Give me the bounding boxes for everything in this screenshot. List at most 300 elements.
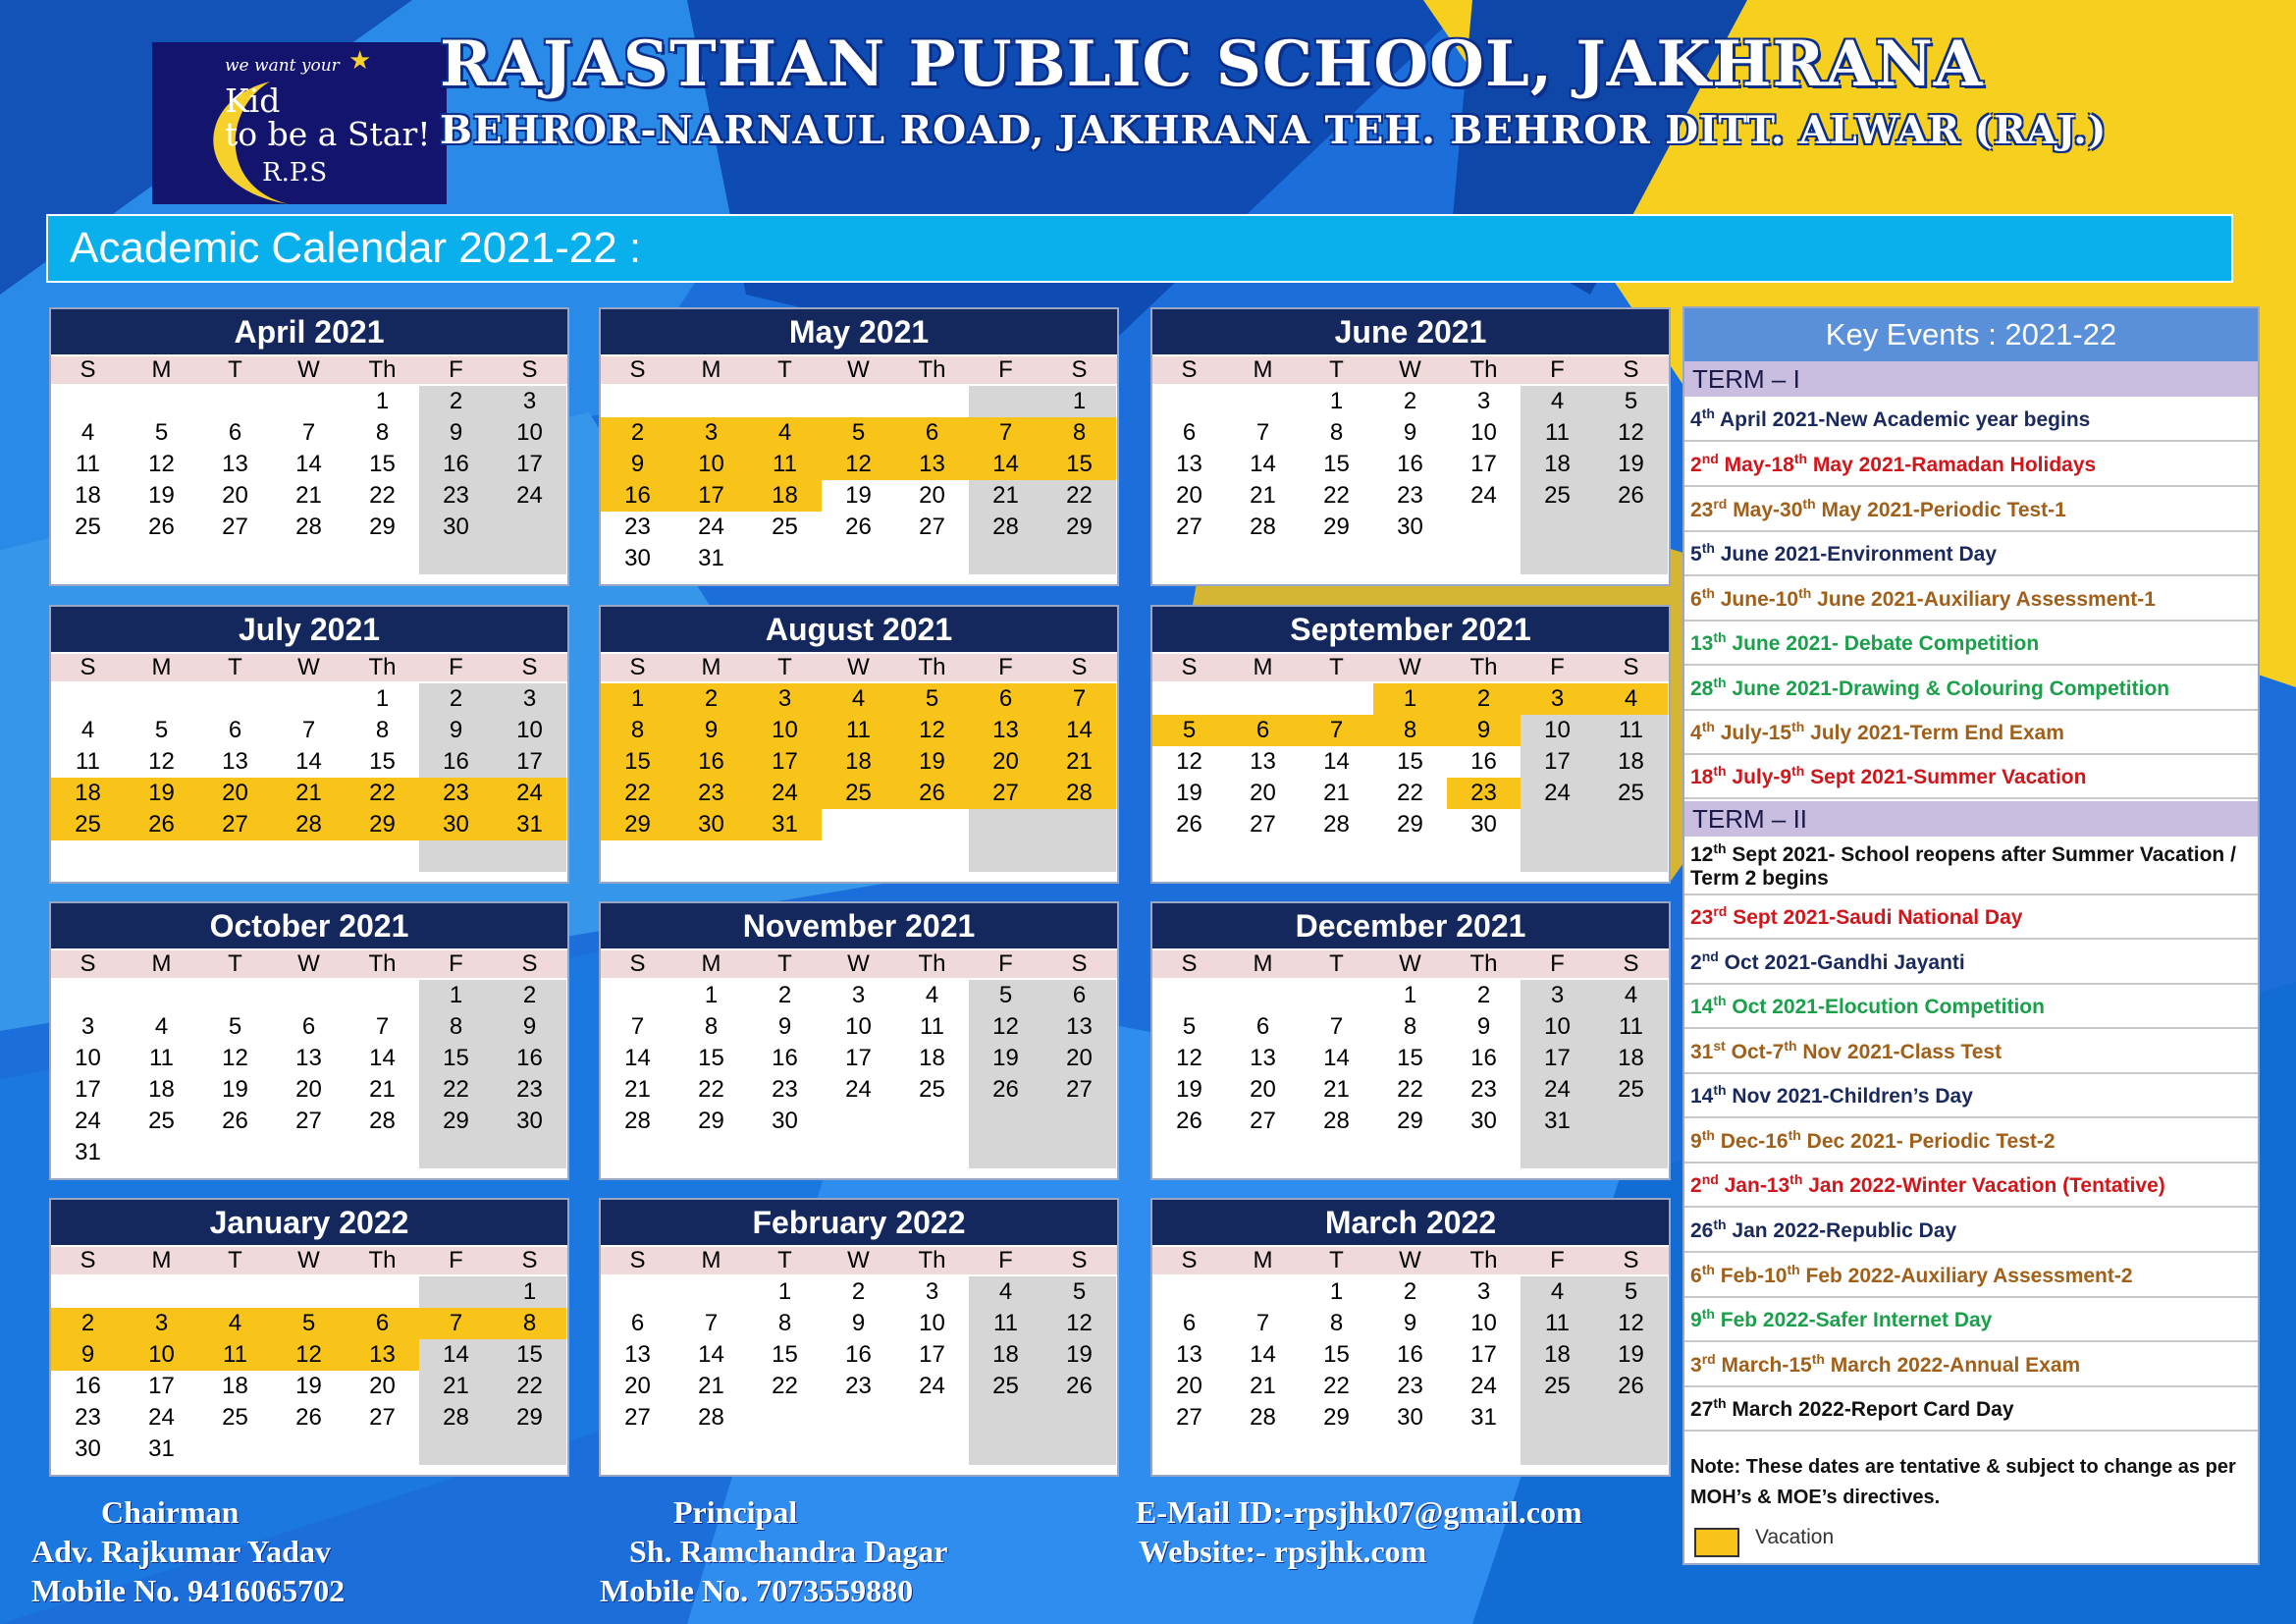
empty-day	[1594, 1137, 1668, 1168]
calendar-day: 17	[845, 1045, 872, 1071]
calendar-day: 20	[624, 1373, 651, 1399]
calendar-day: 26	[1042, 1371, 1116, 1402]
calendar-day: 19	[1176, 1076, 1202, 1103]
month-days-grid	[1152, 652, 1669, 882]
month-card	[49, 1198, 569, 1477]
empty-day	[748, 1137, 822, 1168]
calendar-day: 29	[1397, 1108, 1423, 1134]
calendar-day: 3	[851, 982, 866, 1008]
calendar-day: 11	[920, 1013, 944, 1040]
key-event-text: 26th Jan 2022-Republic Day	[1690, 1216, 1957, 1242]
key-event	[1684, 666, 2258, 711]
calendar-day: 16	[845, 1341, 872, 1368]
calendar-day: 30	[772, 1108, 798, 1134]
empty-day	[748, 543, 822, 574]
calendar-day: 30	[419, 512, 493, 543]
vacation-day: 16	[674, 746, 748, 778]
key-event	[1684, 1164, 2258, 1208]
weekday-label: F	[419, 654, 493, 681]
empty-day	[822, 1402, 895, 1434]
calendar-day: 23	[1470, 1076, 1497, 1103]
empty-day	[272, 386, 346, 417]
calendar-day: 30	[493, 1106, 566, 1137]
calendar-day: 11	[969, 1308, 1042, 1339]
calendar-day: 21	[624, 1076, 651, 1103]
calendar-day: 22	[1323, 1373, 1350, 1399]
calendar-day: 4	[1521, 386, 1594, 417]
calendar-day: 16	[1397, 451, 1423, 477]
calendar-day: 17	[1470, 451, 1497, 477]
weekday-label: S	[1181, 1247, 1198, 1273]
weekday-label: T	[777, 950, 792, 977]
calendar-day: 29	[1323, 514, 1350, 540]
calendar-day: 10	[845, 1013, 872, 1040]
calendar-day: 7	[301, 717, 316, 743]
empty-day	[1226, 980, 1300, 1011]
calendar-day: 28	[624, 1108, 651, 1134]
vacation-day: 4	[198, 1308, 272, 1339]
calendar-day: 30	[1470, 811, 1497, 838]
vacation-day: 3	[748, 683, 822, 715]
weekday-label: W	[297, 1247, 320, 1273]
empty-day	[748, 1402, 822, 1434]
calendar-day: 14	[1250, 1341, 1276, 1368]
calendar-day: 9	[419, 417, 493, 449]
calendar-day: 23	[493, 1074, 566, 1106]
calendar-day: 21	[419, 1371, 493, 1402]
weekday-label: T	[777, 356, 792, 383]
logo-rps: R.P.S	[262, 158, 328, 188]
calendar-day: 28	[1323, 1108, 1350, 1134]
calendar-day: 5	[154, 717, 169, 743]
calendar-day: 29	[493, 1402, 566, 1434]
empty-day	[895, 1137, 969, 1168]
calendar-day: 28	[698, 1404, 724, 1431]
weekday-label: S	[1042, 1247, 1116, 1274]
weekday-label: W	[1399, 1247, 1421, 1273]
calendar-day: 8	[375, 419, 390, 446]
weekday-label: Th	[1469, 950, 1498, 977]
calendar-day: 27	[919, 514, 945, 540]
calendar-day: 4	[154, 1013, 169, 1040]
empty-day	[1042, 543, 1116, 574]
empty-day	[895, 1402, 969, 1434]
calendar-day: 28	[419, 1402, 493, 1434]
calendar-day: 3	[493, 386, 566, 417]
empty-day	[125, 1137, 198, 1168]
calendar-day: 3	[925, 1278, 939, 1305]
calendar-day: 17	[919, 1341, 945, 1368]
calendar-day: 17	[75, 1076, 101, 1103]
key-event	[1684, 755, 2258, 799]
weekday-label: W	[847, 950, 870, 977]
empty-day	[1152, 683, 1226, 715]
vacation-day: 2	[674, 683, 748, 715]
empty-day	[674, 1137, 748, 1168]
vacation-day: 7	[419, 1308, 493, 1339]
calendar-day: 21	[369, 1076, 396, 1103]
key-event-text: 3rd March-15th March 2022-Annual Exam	[1690, 1350, 2081, 1377]
empty-day	[272, 683, 346, 715]
empty-day	[822, 1434, 895, 1465]
key-event	[1684, 985, 2258, 1029]
school-address: BEHROR-NARNAUL ROAD, JAKHRANA TEH. BEHROR DITT. ALWAR (RAJ.)	[440, 108, 2108, 153]
empty-day	[198, 1434, 272, 1465]
calendar-day: 15	[493, 1339, 566, 1371]
calendar-day: 28	[1323, 811, 1350, 838]
calendar-day: 3	[1476, 1278, 1491, 1305]
vacation-day: 8	[1373, 715, 1447, 746]
vacation-day: 5	[1152, 715, 1226, 746]
calendar-day: 12	[1594, 1308, 1668, 1339]
calendar-day: 17	[148, 1373, 175, 1399]
empty-day	[1152, 386, 1226, 417]
calendar-day: 18	[148, 1076, 175, 1103]
weekday-label: S	[493, 950, 566, 978]
key-event-text: 27th March 2022-Report Card Day	[1690, 1395, 2014, 1421]
empty-day	[674, 1276, 748, 1308]
calendar-day: 12	[148, 451, 175, 477]
weekday-label: M	[151, 356, 172, 383]
calendar-day: 7	[301, 419, 316, 446]
calendar-day: 9	[1476, 1013, 1491, 1040]
calendar-day: 7	[704, 1310, 719, 1336]
key-event	[1684, 532, 2258, 576]
website-link[interactable]: Website:- rpsjhk.com	[1139, 1534, 1427, 1569]
calendar-day: 27	[1176, 514, 1202, 540]
vacation-day: 18	[748, 480, 822, 512]
month-days-grid	[1152, 948, 1669, 1178]
calendar-day: 11	[76, 748, 100, 775]
calendar-day: 25	[969, 1371, 1042, 1402]
calendar-day: 7	[1255, 1310, 1270, 1336]
calendar-day: 10	[1521, 1011, 1594, 1043]
calendar-day: 22	[419, 1074, 493, 1106]
empty-day	[1447, 543, 1521, 574]
empty-day	[272, 840, 346, 872]
calendar-day: 15	[369, 451, 396, 477]
key-event-text: 9th Feb 2022-Safer Internet Day	[1690, 1306, 1993, 1331]
calendar-day: 15	[1323, 1341, 1350, 1368]
weekday-label: S	[80, 654, 96, 680]
calendar-day: 22	[1323, 482, 1350, 509]
vacation-day: 11	[822, 715, 895, 746]
calendar-day: 28	[1250, 1404, 1276, 1431]
empty-day	[1152, 1276, 1226, 1308]
weekday-label: S	[629, 950, 646, 977]
calendar-day: 29	[1397, 811, 1423, 838]
month-card	[1150, 307, 1671, 586]
calendar-day: 15	[1397, 1045, 1423, 1071]
empty-day	[419, 1276, 493, 1308]
vacation-day: 8	[493, 1308, 566, 1339]
month-card	[599, 901, 1119, 1180]
month-days-grid	[51, 652, 567, 882]
empty-day	[1521, 1402, 1594, 1434]
calendar-day: 24	[75, 1108, 101, 1134]
calendar-day: 27	[295, 1108, 322, 1134]
weekday-label: S	[1594, 654, 1668, 681]
weekday-label: W	[297, 356, 320, 383]
empty-day	[493, 1137, 566, 1168]
empty-day	[198, 1137, 272, 1168]
calendar-day: 22	[493, 1371, 566, 1402]
calendar-day: 15	[419, 1043, 493, 1074]
calendar-day: 8	[1329, 419, 1344, 446]
calendar-day: 11	[1521, 1308, 1594, 1339]
principal-mobile: Mobile No. 7073559880	[600, 1573, 914, 1608]
empty-day	[969, 1434, 1042, 1465]
empty-day	[272, 980, 346, 1011]
calendar-day: 23	[1397, 1373, 1423, 1399]
calendar-day: 25	[1521, 480, 1594, 512]
weekday-label: Th	[918, 1247, 946, 1273]
calendar-day: 4	[1594, 980, 1668, 1011]
calendar-day: 24	[1470, 1373, 1497, 1399]
vacation-day: 13	[346, 1339, 419, 1371]
month-card	[599, 307, 1119, 586]
weekday-label: S	[629, 1247, 646, 1273]
weekday-label: T	[1329, 356, 1344, 383]
month-title: August 2021	[601, 607, 1117, 652]
calendar-day: 31	[148, 1435, 175, 1462]
calendar-day: 14	[624, 1045, 651, 1071]
calendar-day: 16	[772, 1045, 798, 1071]
empty-day	[601, 1137, 674, 1168]
vacation-day: 20	[198, 778, 272, 809]
vacation-day: 22	[346, 778, 419, 809]
calendar-day: 16	[1397, 1341, 1423, 1368]
empty-day	[346, 1276, 419, 1308]
calendar-day: 19	[969, 1043, 1042, 1074]
calendar-day: 19	[222, 1076, 248, 1103]
weekday-label: F	[1521, 654, 1594, 681]
weekday-label: Th	[918, 950, 946, 977]
calendar-day: 28	[1250, 514, 1276, 540]
empty-day	[1300, 683, 1373, 715]
calendar-day: 1	[1403, 982, 1417, 1008]
weekday-label: T	[228, 654, 242, 680]
calendar-day: 24	[845, 1076, 872, 1103]
calendar-day: 9	[777, 1013, 792, 1040]
vacation-day: 3	[1521, 683, 1594, 715]
vacation-day: 28	[1042, 778, 1116, 809]
empty-day	[1226, 543, 1300, 574]
vacation-day: 15	[601, 746, 674, 778]
calendar-day: 20	[919, 482, 945, 509]
empty-day	[1226, 386, 1300, 417]
vacation-day: 19	[895, 746, 969, 778]
vacation-day: 14	[1042, 715, 1116, 746]
calendar-day: 2	[777, 982, 792, 1008]
empty-day	[51, 980, 125, 1011]
calendar-day: 13	[295, 1045, 322, 1071]
calendar-day: 7	[1329, 1013, 1344, 1040]
calendar-day: 21	[1250, 482, 1276, 509]
calendar-day: 18	[919, 1045, 945, 1071]
weekday-label: T	[228, 356, 242, 383]
school-logo	[152, 42, 447, 204]
empty-day	[51, 683, 125, 715]
weekday-label: W	[1399, 654, 1421, 680]
vacation-day: 6	[1226, 715, 1300, 746]
month-card	[49, 605, 569, 884]
term-2-heading: TERM – II	[1684, 801, 2258, 837]
vacation-day: 29	[346, 809, 419, 840]
empty-day	[601, 386, 674, 417]
month-title: July 2021	[51, 607, 567, 652]
chairman-title: Chairman	[101, 1494, 240, 1530]
month-card	[1150, 1198, 1671, 1477]
key-event-text: 5th June 2021-Environment Day	[1690, 540, 1998, 566]
weekday-label: F	[969, 356, 1042, 384]
empty-day	[1447, 512, 1521, 543]
calendar-day: 5	[1042, 1276, 1116, 1308]
empty-day	[1521, 543, 1594, 574]
vacation-day: 5	[272, 1308, 346, 1339]
empty-day	[969, 386, 1042, 417]
weekday-label: F	[1521, 1247, 1594, 1274]
vacation-day: 6	[895, 417, 969, 449]
calendar-day: 20	[1042, 1043, 1116, 1074]
calendar-day: 13	[222, 451, 248, 477]
calendar-day: 10	[1470, 1310, 1497, 1336]
weekday-label: S	[1042, 654, 1116, 681]
month-card	[1150, 605, 1671, 884]
empty-day	[822, 809, 895, 840]
calendar-day: 30	[624, 545, 651, 571]
empty-day	[601, 1434, 674, 1465]
vacation-day: 17	[674, 480, 748, 512]
empty-day	[1594, 543, 1668, 574]
empty-day	[51, 543, 125, 574]
calendar-day: 2	[493, 980, 566, 1011]
calendar-day: 5	[969, 980, 1042, 1011]
calendar-day: 25	[919, 1076, 945, 1103]
vacation-day: 20	[969, 746, 1042, 778]
empty-day	[419, 1434, 493, 1465]
calendar-day: 8	[419, 1011, 493, 1043]
vacation-day: 23	[1447, 778, 1521, 809]
weekday-label: W	[297, 950, 320, 977]
weekday-label: S	[1594, 1247, 1668, 1274]
calendar-day: 8	[1403, 1013, 1417, 1040]
vacation-day: 29	[601, 809, 674, 840]
calendar-title: Academic Calendar 2021-22 :	[70, 224, 642, 272]
calendar-day: 24	[1521, 1074, 1594, 1106]
calendar-day: 15	[1323, 451, 1350, 477]
empty-day	[895, 543, 969, 574]
month-title: January 2022	[51, 1200, 567, 1245]
calendar-day: 26	[1594, 480, 1668, 512]
calendar-day: 27	[1250, 811, 1276, 838]
empty-day	[493, 1434, 566, 1465]
empty-day	[1042, 809, 1116, 840]
calendar-day: 23	[845, 1373, 872, 1399]
weekday-label: S	[493, 1247, 566, 1274]
vacation-day: 19	[125, 778, 198, 809]
calendar-day: 17	[493, 746, 566, 778]
key-event-text: 31st Oct-7th Nov 2021-Class Test	[1690, 1037, 2002, 1063]
calendar-day: 24	[919, 1373, 945, 1399]
key-event-text: 4th July-15th July 2021-Term End Exam	[1690, 719, 2064, 744]
calendar-day: 28	[295, 514, 322, 540]
calendar-day: 20	[222, 482, 248, 509]
vacation-day: 28	[272, 809, 346, 840]
weekday-label: W	[1399, 950, 1421, 977]
school-name: RAJASTHAN PUBLIC SCHOOL, JAKHRANA	[440, 27, 1984, 101]
empty-day	[346, 543, 419, 574]
calendar-day: 17	[1521, 1043, 1594, 1074]
email-address[interactable]: E-Mail ID:-rpsjhk07@gmail.com	[1136, 1494, 1582, 1530]
vacation-day: 3	[125, 1308, 198, 1339]
vacation-day: 9	[1447, 715, 1521, 746]
calendar-day: 1	[1329, 1278, 1344, 1305]
empty-day	[895, 809, 969, 840]
vacation-day: 13	[969, 715, 1042, 746]
vacation-day: 6	[969, 683, 1042, 715]
calendar-day: 22	[1397, 1076, 1423, 1103]
month-days-grid	[601, 354, 1117, 584]
key-event-text: 2nd Oct 2021-Gandhi Jayanti	[1690, 947, 1965, 974]
calendar-day: 23	[75, 1404, 101, 1431]
vacation-day: 22	[601, 778, 674, 809]
empty-day	[1521, 809, 1594, 840]
month-card	[49, 901, 569, 1180]
calendar-day: 31	[1521, 1106, 1594, 1137]
weekday-label: S	[80, 1247, 96, 1273]
logo-tagline: we want your	[225, 56, 340, 76]
empty-day	[1447, 1137, 1521, 1168]
empty-day	[601, 980, 674, 1011]
weekday-label: M	[1253, 654, 1273, 680]
calendar-day: 21	[1323, 1076, 1350, 1103]
empty-day	[1594, 1402, 1668, 1434]
empty-day	[822, 543, 895, 574]
empty-day	[1594, 809, 1668, 840]
empty-day	[1594, 840, 1668, 872]
calendar-day: 27	[624, 1404, 651, 1431]
empty-day	[822, 1137, 895, 1168]
calendar-day: 21	[1250, 1373, 1276, 1399]
calendar-day: 12	[1176, 748, 1202, 775]
empty-day	[969, 543, 1042, 574]
vacation-day: 1	[601, 683, 674, 715]
vacation-day: 25	[51, 809, 125, 840]
month-card	[1150, 901, 1671, 1180]
vacation-day: 10	[748, 715, 822, 746]
calendar-day: 25	[222, 1404, 248, 1431]
vacation-day: 23	[419, 778, 493, 809]
calendar-day: 28	[369, 1108, 396, 1134]
empty-day	[969, 1106, 1042, 1137]
empty-day	[748, 840, 822, 872]
empty-day	[1373, 1434, 1447, 1465]
empty-day	[1447, 840, 1521, 872]
weekday-label: M	[1253, 1247, 1273, 1273]
empty-day	[1226, 1276, 1300, 1308]
calendar-day: 15	[698, 1045, 724, 1071]
calendar-day: 9	[419, 715, 493, 746]
empty-day	[1300, 980, 1373, 1011]
calendar-day: 27	[1176, 1404, 1202, 1431]
calendar-day: 24	[1470, 482, 1497, 509]
calendar-day: 8	[1329, 1310, 1344, 1336]
calendar-day: 20	[369, 1373, 396, 1399]
empty-day	[1373, 840, 1447, 872]
weekday-label: Th	[368, 950, 397, 977]
calendar-day: 2	[851, 1278, 866, 1305]
